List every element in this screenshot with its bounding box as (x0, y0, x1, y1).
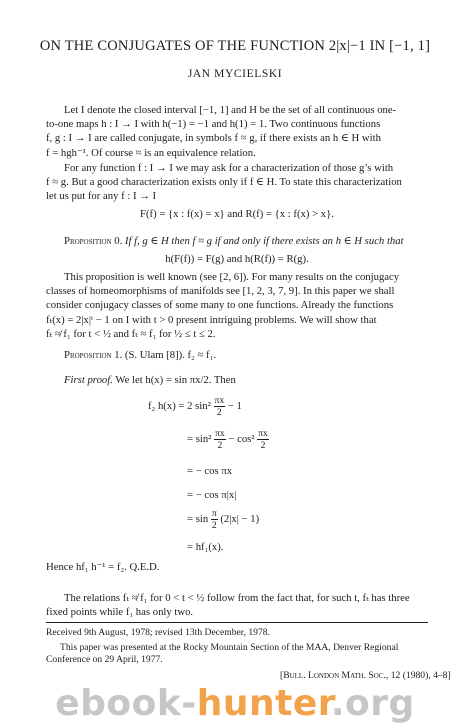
text-line: Let I denote the closed interval [−1, 1] and H be the set of all continuous one- (64, 104, 397, 116)
proof-conclusion: Hence hf₁ h⁻¹ = f₂. Q.E.D. (46, 561, 160, 573)
fraction: $\frac{\pi}{2}$ (211, 508, 217, 531)
proposition-1 (46, 348, 428, 362)
proposition-0-label: Proposition 0. (64, 235, 123, 247)
proof-text: We let h(x) = sin πx/2. Then (112, 374, 236, 386)
footnote-divider (46, 622, 428, 623)
equation-fixed-points: F(f) = {x : f(x) = x} and R(f) = {x : f(x) > x}. (140, 208, 334, 220)
paper-title: ON THE CONJUGATES OF THE FUNCTION 2|x|−1 IN [−1, 1] (39, 38, 431, 54)
paper-author: JAN MYCIELSKI (187, 68, 283, 80)
text-line: f, g : I → I are called conjugate, in symbols f ≈ g, if there exists an h ∈ H with (46, 132, 381, 145)
footnote-presented: This paper was presented at the Rocky Mountain Section of the MAA, Denver Regional Conference on 29 April, 1977. (46, 642, 399, 666)
footnote-received: Received 9th August, 1978; revised 13th December, 1978. (46, 627, 270, 638)
derivation-line-1: f₂ h(x) = 2 sin² $\frac{\pi x}{2}$ − 1 (148, 395, 242, 418)
text-line: fₜ(x) = 2|x|ᵗ − 1 on I with t > 0 present intriguing problems. We will show that (46, 313, 377, 326)
derivation-line-6: = hf₁(x). (187, 541, 224, 553)
proposition-1-text: (S. Ulam [8]). f₂ ≈ f₁. (122, 349, 217, 361)
text-line: This proposition is well known (see [2, 6]). For many results on the conjugacy (64, 271, 400, 283)
text-line: f = hgh⁻¹. Of course ≈ is an equivalence relation. (46, 146, 256, 159)
paragraph-fixed-points (46, 591, 428, 619)
text-line: consider conjugacy classes of some many to one functions. Already the functions (46, 299, 394, 312)
paragraph-characterization (46, 161, 428, 204)
watermark-logo: ebook-hunter.org (55, 683, 415, 724)
text-line: For any function f : I → I we may ask for a characterization of those g’s with (64, 162, 394, 174)
first-proof (46, 373, 428, 387)
paragraph-intro (46, 103, 428, 160)
proof-label: First proof. (64, 374, 113, 386)
text-line: fixed points while f₁ has only two. (46, 606, 194, 619)
derivation-line-3: = − cos πx (187, 465, 233, 477)
journal-reference: [Bull. London Math. Soc., 12 (1980), 4–8] (280, 670, 451, 681)
text-line: let us put for any f : I → I (46, 190, 157, 203)
equation-conjugacy: h(F(f)) = F(g) and h(R(f)) = R(g). (165, 253, 309, 265)
derivation-line-4: = − cos π|x| (187, 489, 237, 501)
proposition-0-text: If f, g ∈ H then f ≈ g if and only if there exists an h ∈ H such that (122, 235, 404, 247)
paragraph-context (46, 270, 428, 341)
derivation-line-5: = sin $\frac{\pi}{2}$ (2|x| − 1) (187, 508, 260, 531)
text-line: classes of homeomorphisms of manifolds see [1, 2, 3, 7, 9]. In this paper we shall (46, 285, 395, 298)
fraction: $\frac{\pi x}{2}$ (258, 428, 268, 451)
fraction: $\frac{\pi x}{2}$ (214, 395, 225, 418)
fraction: $\frac{\pi x}{2}$ (215, 428, 225, 451)
text-line: to-one maps h : I → I with h(−1) = −1 and h(1) = 1. Two continuous functions (46, 118, 381, 131)
proposition-1-label: Proposition 1. (64, 349, 123, 361)
text-line: The relations fₜ ≉ f₁ for 0 < t < ½ follow from the fact that, for such t, fₜ has three (64, 592, 410, 604)
derivation-lhs: f₂ h(x) = 2 sin² (148, 399, 211, 412)
text-line: fₜ ≉ f₁ for t < ½ and fₜ ≈ f₁ for ½ ≤ t ≤ 2. (46, 327, 216, 340)
derivation-line-2: = sin² $\frac{\pi x}{2}$ − cos² $\frac{\pi x}{2}$ (187, 428, 268, 451)
text-line: f ≈ g. But a good characterization exists only if f ∈ H. To state this characterization (46, 176, 402, 189)
proposition-0 (46, 234, 428, 248)
